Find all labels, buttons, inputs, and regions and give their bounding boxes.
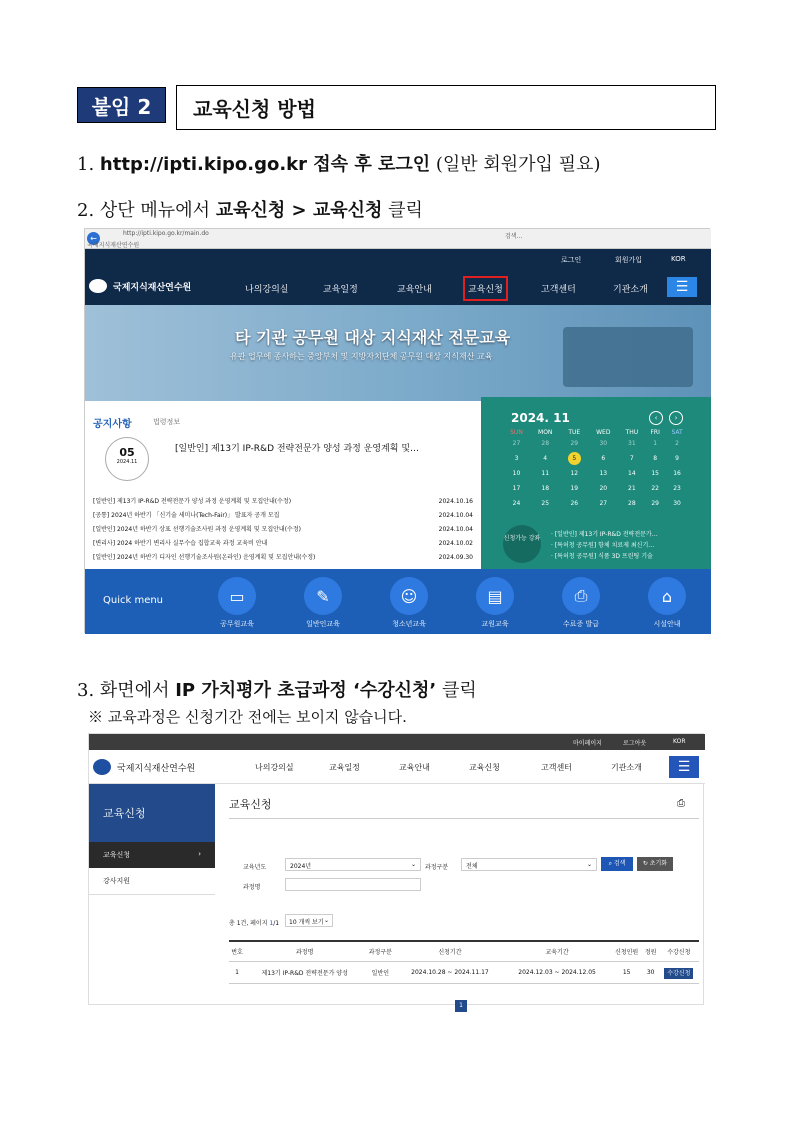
featured-notice[interactable]: [일반인] 제13기 IP-R&D 전략전문가 양성 과정 운영계획 및…: [175, 444, 420, 454]
screenshot-main-page: [84, 228, 710, 633]
pencil-icon: ✎: [304, 577, 342, 615]
type-label: 과정구분: [425, 864, 449, 871]
browser-search[interactable]: 검색...: [505, 233, 523, 240]
language-link[interactable]: KOR: [671, 255, 686, 263]
type-select[interactable]: 전체 ⌄: [461, 858, 597, 871]
nav-info-2[interactable]: 교육안내: [399, 763, 430, 772]
print-icon[interactable]: ⎙: [677, 798, 685, 809]
screenshot-apply-page: [88, 733, 704, 1009]
chevron-down-icon: ⌄: [410, 861, 416, 868]
step-3: [77, 676, 477, 702]
main-nav: [85, 269, 711, 305]
utility-bar-2: [89, 734, 705, 750]
step-3-bold-text: IP 가치평가 초급과정 ‘수강신청’: [175, 680, 437, 701]
divider: [229, 818, 699, 819]
attachment-tag: 붙임 2: [77, 87, 166, 123]
quick-youth[interactable]: ☺ 청소년교육: [379, 577, 439, 629]
result-summary: 총 1건, 페이지 1/1: [229, 920, 280, 927]
notice-item[interactable]: [변리사] 2024 하반기 변리사 실무수습 집합교육 과정 교육비 안내 2024.10.02: [93, 540, 473, 547]
nav-info[interactable]: 교육안내: [397, 285, 432, 295]
quick-teacher[interactable]: ▤ 교원교육: [465, 577, 525, 629]
pagination-page-1[interactable]: 1: [455, 1000, 467, 1012]
sidebar-menu: [89, 842, 215, 895]
date-day: 05: [119, 446, 135, 459]
banner-subtitle: 유관 업무에 종사하는 중앙부처 및 지방자치단체 공무원 대상 지식재산 교육: [230, 352, 493, 361]
step-3-pre: 화면에서: [99, 680, 170, 701]
logo-icon-2: [93, 759, 111, 775]
quick-menu: [85, 569, 711, 634]
browser-bar: [85, 229, 711, 249]
course-name-cell[interactable]: 제13기 IP-R&D 전략전문가 양성: [261, 969, 348, 977]
nav-support-2[interactable]: 고객센터: [541, 763, 572, 772]
notice-item[interactable]: [일반인] 2024년 하반기 상표 선행기술조사원 과정 운영계획 및 모집안내(수정) 2024.10.04: [93, 526, 473, 533]
next-month-icon[interactable]: ›: [669, 411, 683, 425]
course-name-input[interactable]: [285, 878, 421, 891]
nav-my-class[interactable]: 나의강의실: [245, 285, 289, 295]
nav-my-class-2[interactable]: 나의강의실: [255, 763, 294, 772]
course-name-label: 과정명: [243, 884, 261, 891]
step-1: [77, 150, 600, 176]
utility-bar: [85, 249, 711, 269]
nav-about-2[interactable]: 기관소개: [611, 763, 642, 772]
nav-apply-2[interactable]: 교육신청: [469, 763, 500, 772]
step-3-number: 3.: [77, 680, 95, 701]
available-course-item[interactable]: · [특허청 공무원] 항체 치료제 최신기…: [551, 542, 655, 549]
law-tab[interactable]: 법령정보: [153, 418, 181, 426]
page-title: 교육신청 방법: [176, 85, 716, 130]
reset-button[interactable]: ↻ 초기화: [637, 857, 673, 871]
year-select[interactable]: 2024년 ⌄: [285, 858, 421, 871]
chevron-down-icon: ⌄: [323, 917, 329, 924]
step-2-post: 클릭: [388, 200, 423, 221]
notice-title[interactable]: 공지사항: [93, 419, 132, 430]
notice-list: [93, 495, 473, 565]
hero-banner: [85, 305, 711, 401]
logo-text[interactable]: 국제지식재산연수원: [113, 283, 192, 293]
step-1-number: 1.: [77, 154, 95, 175]
today-marker[interactable]: 5: [568, 452, 581, 465]
logo-text-2[interactable]: 국제지식재산연수원: [117, 764, 196, 774]
banner-title: 타 기관 공무원 대상 지식재산 전문교육: [235, 328, 511, 347]
nav-schedule-2[interactable]: 교육일정: [329, 763, 360, 772]
year-label: 교육년도: [243, 864, 267, 871]
search-button[interactable]: ⌕ 검색: [601, 857, 633, 871]
available-course-item[interactable]: · [일반인] 제13기 IP-R&D 전략전문가…: [551, 531, 658, 538]
notice-panel: [85, 401, 481, 569]
main-content: [229, 784, 705, 1009]
available-course-list: [551, 529, 658, 562]
url-text[interactable]: http://ipti.kipo.go.kr/main.do: [123, 230, 209, 237]
logout-link[interactable]: 로그아웃: [623, 740, 647, 747]
mypage-link[interactable]: 마이페이지: [573, 740, 602, 747]
quick-menu-label: Quick menu: [103, 595, 164, 606]
notice-item[interactable]: [공통] 2024년 하반기 「신기술 세미나(Tech-Fair)」 발표자 공개 모집 2024.10.04: [93, 512, 473, 519]
step-2: [77, 196, 423, 222]
chevron-right-icon: ›: [198, 850, 201, 858]
quick-facility[interactable]: ⌂ 시설안내: [637, 577, 697, 629]
table-row: 1 제13기 IP-R&D 전략전문가 양성 일반인 2024.10.28 ~ 2024.11.17 2024.12.03 ~ 2024.12.05 15 30 수강신청: [229, 961, 699, 983]
sidebar-header: [89, 784, 215, 842]
sidebar-item-apply[interactable]: 교육신청 ›: [89, 842, 215, 868]
prev-month-icon[interactable]: ‹: [649, 411, 663, 425]
quick-certificate[interactable]: ⎙ 수료증 발급: [551, 577, 611, 629]
board-icon: ▤: [476, 577, 514, 615]
main-nav-2: [89, 750, 705, 784]
building-image: [563, 327, 693, 387]
calendar-panel: [481, 397, 711, 569]
note-text: ※ 교육과정은 신청기간 전에는 보이지 않습니다.: [88, 708, 407, 726]
signup-link[interactable]: 회원가입: [615, 256, 643, 264]
printer-icon: ⎙: [562, 577, 600, 615]
nav-support[interactable]: 고객센터: [541, 285, 576, 295]
logo-icon: [89, 279, 107, 293]
menu-icon[interactable]: ☰: [667, 277, 697, 297]
building-icon: ⌂: [648, 577, 686, 615]
sidebar-title: 교육신청: [103, 807, 146, 820]
date-month: 2024.11: [116, 459, 138, 465]
browser-tab[interactable]: 국제지식재산연수원: [87, 242, 140, 249]
step-1-rest: (일반 회원가입 필요): [435, 154, 601, 175]
sidebar-item-instructor[interactable]: 강사지원: [89, 868, 215, 895]
laptop-icon: ▭: [218, 577, 256, 615]
content-title: 교육신청: [229, 798, 272, 811]
available-course-item[interactable]: · [특허청 공무원] 식품 3D 프린팅 기술: [551, 553, 653, 560]
step-2-bold-text: 교육신청 > 교육신청: [215, 200, 383, 221]
step-2-pre: 상단 메뉴에서: [99, 200, 210, 221]
login-link[interactable]: 로그인: [561, 256, 582, 264]
apply-button[interactable]: 수강신청: [664, 968, 693, 979]
nav-schedule[interactable]: 교육일정: [323, 285, 358, 295]
language-link-2[interactable]: KOR: [673, 738, 686, 745]
step-2-number: 2.: [77, 200, 95, 221]
quick-civil-servant[interactable]: ▭ 공무원교육: [207, 577, 267, 629]
back-icon[interactable]: ←: [87, 232, 100, 245]
step-3-post: 클릭: [441, 680, 477, 701]
notice-item[interactable]: [일반인] 2024년 하반기 디자인 선행기술조사원(온라인) 운영계획 및 모집안내(수정) 2024.09.30: [93, 554, 473, 561]
step-1-bold-text: http://ipti.kipo.go.kr 접속 후 로그인: [99, 154, 431, 175]
calendar-grid: SUN MON TUE WED THU FRI SAT 27 28 29 30 31 1 2 3 4 5 6 7 8 9 10 11 12 13 14 15 16 17 18 19 20 21 22 23 24 25 26 27 28 29 30: [510, 429, 683, 507]
available-courses-badge: 신청가능 강좌: [503, 525, 541, 563]
nav-about[interactable]: 기관소개: [613, 285, 648, 295]
quick-general[interactable]: ✎ 일반인교육: [293, 577, 353, 629]
calendar-title: 2024. 11: [511, 411, 570, 425]
chevron-down-icon: ⌄: [586, 861, 592, 868]
page-size-select[interactable]: 10 개씩 보기 ⌄: [285, 914, 333, 927]
student-icon: ☺: [390, 577, 428, 615]
table-header: 번호 과정명 과정구분 신청기간 교육기간 신청인원 정원 수강신청: [229, 941, 699, 961]
notice-item[interactable]: [일반인] 제13기 IP-R&D 전략전문가 양성 과정 운영계획 및 모집안내(수정) 2024.10.16: [93, 498, 473, 505]
nav-apply[interactable]: 교육신청: [463, 276, 508, 301]
menu-icon-2[interactable]: ☰: [669, 756, 699, 778]
course-table: [229, 940, 699, 984]
date-badge: [105, 437, 149, 481]
